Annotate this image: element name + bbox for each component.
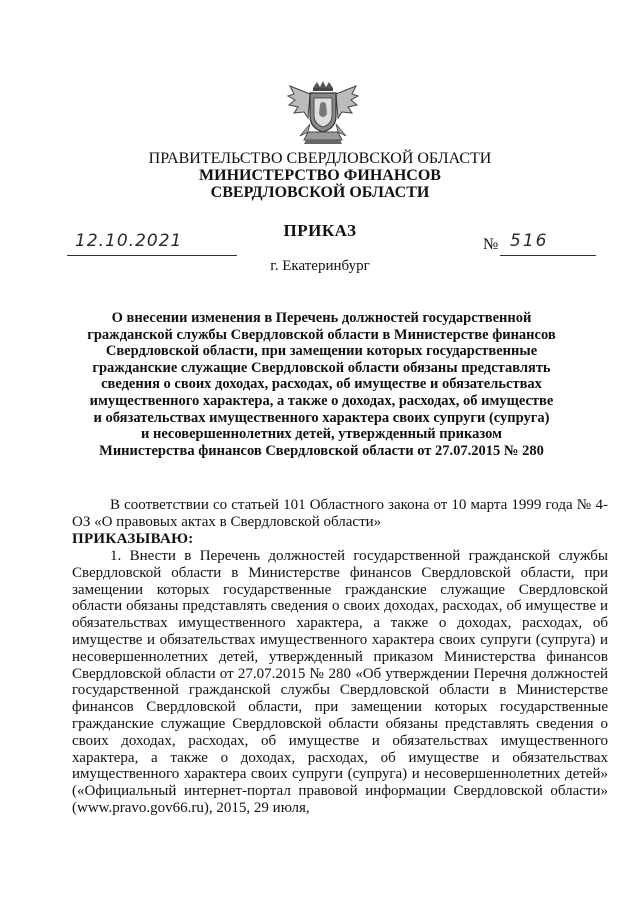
title-line: и несовершеннолетних детей, утвержденный приказом [140,426,502,443]
command-heading: ПРИКАЗЫВАЮ: [72,531,194,547]
government-name: ПРАВИТЕЛЬСТВО СВЕРДЛОВСКОЙ ОБЛАСТИ [148,150,492,167]
city: г. Екатеринбург [270,258,370,274]
title-line: гражданские служащие Свердловской области обязаны представлять [92,359,551,376]
handwritten-date: 12.10.2021 [75,231,183,251]
coat-of-arms-emblem [286,80,360,146]
document-type: ПРИКАЗ [283,221,357,240]
handwritten-number: 516 [510,231,549,251]
ministry-name-line1: МИНИСТЕРСТВО ФИНАНСОВ [199,167,441,184]
intro-paragraph: В соответствии со статьей 101 Областного закона от 10 марта 1999 года № 4-ОЗ «О правовых актах в Свердловской области» [72,497,608,530]
title-line: имущественного характера, а также о доходах, расходах, об имуществе [89,392,554,409]
title-line: О внесении изменения в Перечень должностей государственной [111,310,532,326]
title-line: сведения о своих доходах, расходах, об имуществе и обязательствах [101,376,542,393]
title-line: и обязательствах имущественного характера своих супруги (супруга) [93,409,550,426]
ministry-name-line2: СВЕРДЛОВСКОЙ ОБЛАСТИ [210,184,430,201]
number-field [500,229,596,256]
document-title [84,310,559,459]
date-field [67,229,237,256]
title-line: гражданской службы Свердловской области в Министерстве финансов [87,326,556,343]
title-line: Свердловской области, при замещении которых государственные [105,343,538,360]
title-line: Министерства финансов Свердловской области от 27.07.2015 № 280 [99,442,544,459]
number-label: № [483,236,499,253]
item-1-paragraph: 1. Внести в Перечень должностей государственной гражданской службы Свердловской области в Министерстве финансов Свердловской области, при замещении которых государственные гражданские служащие Свердловской области обязаны представлять сведения о своих доходах, расходах, об имуществе и обязательствах имущественного характера, а также о доходах, расходах, об имуществе и обязательствах имущественного характера своих супруги (супруга) и несовершеннолетних детей, утвержденный приказом Министерства финансов Свердловской области от 27.07.2015 № 280 «Об утверждении Перечня должностей государственной гражданской службы Свердловской области в Министерстве финансов Свердловской области, при замещении которых государственные гражданские служащие Свердловской области обязаны представлять сведения о своих доходах, расходах, об имуществе и обязательствах имущественного характера, а также о доходах, расходах, об имуществе и обязательствах имущественного характера своих супруги (супруга) и несовершеннолетних детей» («Официальный интернет-портал правовой информации Свердловской области» (www.pravo.gov66.ru), 2015, 29 июля, [72,548,608,816]
